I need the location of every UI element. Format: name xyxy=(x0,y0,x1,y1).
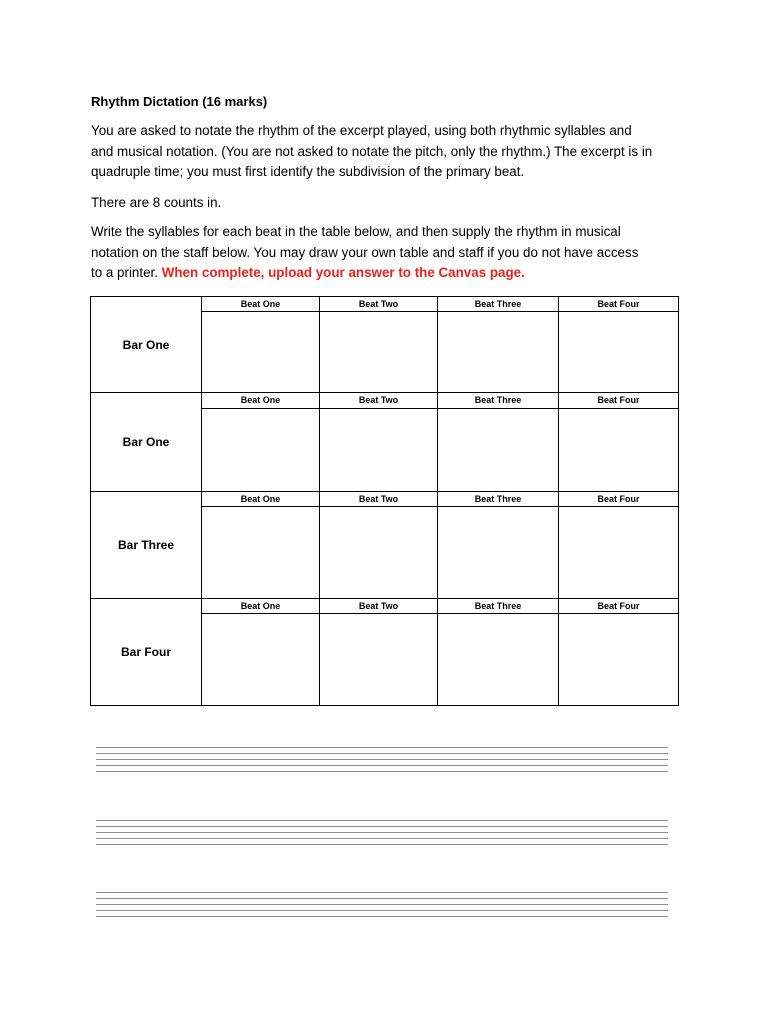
beat-answer-cell[interactable] xyxy=(320,614,438,706)
beat-answer-cell[interactable] xyxy=(559,506,679,598)
bar-label: Bar One xyxy=(91,297,202,393)
intro-paragraph xyxy=(91,121,691,183)
bar-row xyxy=(91,393,679,408)
counts-paragraph: There are 8 counts in. xyxy=(91,195,222,210)
instructions-line-2: notation on the staff below. You may draw your own table and staff if you do not have access xyxy=(91,244,639,260)
beat-header: Beat Four xyxy=(559,599,679,614)
beat-answer-cell[interactable] xyxy=(320,408,438,491)
staff-line xyxy=(96,904,668,905)
staff-line xyxy=(96,910,668,911)
bar-label: Bar One xyxy=(91,393,202,491)
music-staff[interactable] xyxy=(96,892,668,916)
beat-header: Beat One xyxy=(202,599,320,614)
intro-line-1: You are asked to notate the rhythm of the excerpt played, using both rhythmic syllables and xyxy=(91,123,632,138)
instructions-paragraph xyxy=(91,222,691,284)
beat-answer-cell[interactable] xyxy=(202,614,320,706)
beat-header: Beat Two xyxy=(320,599,438,614)
rhythm-table xyxy=(90,296,679,706)
beat-header: Beat Three xyxy=(438,491,559,506)
bar-label: Bar Four xyxy=(91,599,202,706)
bar-row xyxy=(91,491,679,506)
staff-line xyxy=(96,838,668,839)
beat-header: Beat One xyxy=(202,491,320,506)
beat-header: Beat Two xyxy=(320,491,438,506)
instructions-line-3-text: to a printer. xyxy=(91,265,158,281)
beat-answer-cell[interactable] xyxy=(559,312,679,393)
page-title: Rhythm Dictation (16 marks) xyxy=(91,94,268,109)
intro-line-3: quadruple time; you must first identify the subdivision of the primary beat. xyxy=(91,164,525,180)
music-staff[interactable] xyxy=(96,747,668,771)
staff-line xyxy=(96,759,668,760)
staff-line xyxy=(96,820,668,821)
beat-answer-cell[interactable] xyxy=(202,408,320,491)
bar-row xyxy=(91,599,679,614)
instructions-line-1: Write the syllables for each beat in the table below, and then supply the rhythm in musical xyxy=(91,224,621,239)
beat-answer-cell[interactable] xyxy=(438,312,559,393)
beat-answer-cell[interactable] xyxy=(320,312,438,393)
beat-answer-cell[interactable] xyxy=(320,506,438,598)
bar-row xyxy=(91,297,679,312)
beat-header: Beat Three xyxy=(438,599,559,614)
beat-answer-cell[interactable] xyxy=(202,506,320,598)
beat-header: Beat Two xyxy=(320,393,438,408)
beat-header: Beat Two xyxy=(320,297,438,312)
instructions-line-3 xyxy=(91,263,691,284)
beat-header: Beat Four xyxy=(559,491,679,506)
bar-label: Bar Three xyxy=(91,491,202,599)
beat-answer-cell[interactable] xyxy=(438,408,559,491)
staff-line xyxy=(96,832,668,833)
staff-line xyxy=(96,753,668,754)
beat-header: Beat Three xyxy=(438,297,559,312)
staff-line xyxy=(96,844,668,845)
beat-header: Beat Three xyxy=(438,393,559,408)
intro-line-2: and musical notation. (You are not asked to notate the pitch, only the rhythm.) The excerpt is in xyxy=(91,143,653,159)
staff-line xyxy=(96,765,668,766)
beat-answer-cell[interactable] xyxy=(202,312,320,393)
beat-answer-cell[interactable] xyxy=(559,408,679,491)
staff-line xyxy=(96,898,668,899)
staff-line xyxy=(96,892,668,893)
music-staff[interactable] xyxy=(96,820,668,844)
beat-answer-cell[interactable] xyxy=(438,506,559,598)
staff-line xyxy=(96,916,668,917)
beat-header: Beat Four xyxy=(559,393,679,408)
beat-answer-cell[interactable] xyxy=(438,614,559,706)
staff-line xyxy=(96,747,668,748)
beat-header: Beat One xyxy=(202,297,320,312)
beat-header: Beat Four xyxy=(559,297,679,312)
upload-instruction: When complete, upload your answer to the Canvas page. xyxy=(161,265,525,281)
beat-answer-cell[interactable] xyxy=(559,614,679,706)
beat-header: Beat One xyxy=(202,393,320,408)
staff-line xyxy=(96,826,668,827)
staff-line xyxy=(96,771,668,772)
